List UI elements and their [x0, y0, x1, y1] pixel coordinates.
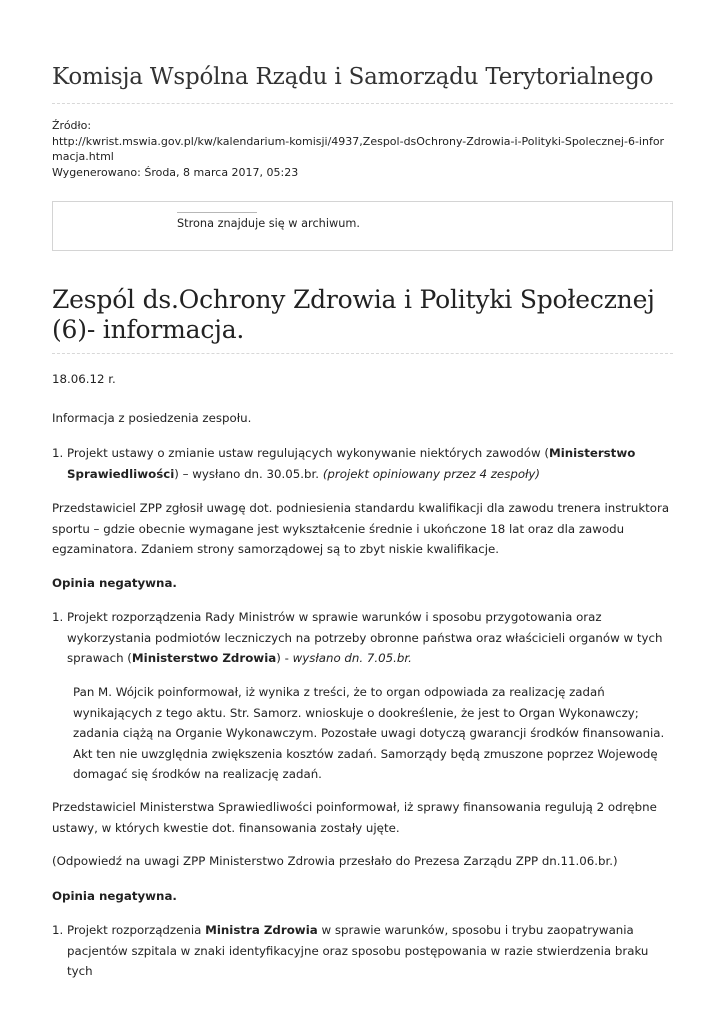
- list-item: [52, 920, 673, 982]
- list-item: [52, 443, 673, 484]
- opinion-label: Opinia negatywna.: [52, 889, 177, 903]
- item-text: Projekt rozporządzenia: [67, 923, 206, 937]
- document-title: Zespól ds.Ochrony Zdrowia i Polityki Społecznej (6)- informacja.: [52, 285, 655, 344]
- item-note: wysłano dn. 7.05.br.: [292, 651, 412, 665]
- list-number: 1.: [52, 923, 64, 937]
- archive-notice-rule: [177, 212, 257, 213]
- generated-date: Wygenerowano: Środa, 8 marca 2017, 05:23: [52, 165, 299, 179]
- paragraph: Przedstawiciel Ministerstwa Sprawiedliwości poinformował, iż sprawy finansowania regulują 2 odrębne ustawy, w których kwestie dot. finansowania zostały ujęte.: [52, 800, 657, 835]
- source-url[interactable]: http://kwrist.mswia.gov.pl/kw/kalendarium-komisji/4937,Zespol-dsOchrony-Zdrowia-i-Polityki-Spolecznej-6-informacja.html: [52, 134, 665, 163]
- item-text: Projekt rozporządzenia Rady Ministrów w sprawie warunków i sposobu przygotowania oraz wykorzystania podmiotów leczniczych na potrzeby obronne państwa oraz właścicieli organów w tych sprawach (: [67, 610, 663, 665]
- item-ministry: Ministerstwo Zdrowia: [131, 651, 277, 665]
- list-item: [52, 607, 673, 669]
- paragraph: Przedstawiciel ZPP zgłosił uwagę dot. podniesienia standardu kwalifikacji dla zawodu trenera instruktora sportu – gdzie obecnie wymagane jest wykształcenie średnie i ukończone 18 lat oraz dla zawodu egzaminatora. Zdaniem strony samorządowej są to zbyt niskie kwalifikacje.: [52, 501, 670, 556]
- item-text: w sprawie warunków, sposobu i trybu zaopatrywania pacjentów szpitala w znaki identyfikacyjne oraz sposobu postępowania w razie stwierdzenia braku tych: [67, 923, 649, 978]
- document-title-divider: [52, 353, 673, 354]
- list-number: 1.: [52, 610, 64, 624]
- source-label: Źródło:: [52, 119, 92, 132]
- item-ministry: Ministerstwo Sprawiedliwości: [67, 446, 636, 481]
- source-info: [52, 118, 673, 180]
- meeting-date: 18.06.12 r.: [52, 372, 116, 386]
- item-note: (projekt opiniowany przez 4 zespoły): [322, 466, 541, 481]
- item-text: ) – wysłano dn. 30.05.br.: [174, 466, 323, 481]
- paragraph: (Odpowiedź na uwagi ZPP Ministerstwo Zdrowia przesłało do Prezesa Zarządu ZPP dn.11.06.br.): [52, 854, 618, 868]
- item-text: ) -: [276, 651, 293, 665]
- item-ministry: Ministra Zdrowia: [205, 923, 318, 937]
- site-title: Komisja Wspólna Rządu i Samorządu Terytorialnego: [52, 64, 654, 90]
- archive-notice-box: [52, 201, 673, 251]
- item-text: Projekt ustawy o zmianie ustaw regulujących wykonywanie niektórych zawodów (: [67, 446, 549, 460]
- archive-notice-text: Strona znajduje się w archiwum.: [177, 217, 360, 230]
- opinion-label: Opinia negatywna.: [52, 576, 177, 590]
- intro-paragraph: Informacja z posiedzenia zespołu.: [52, 411, 252, 425]
- indented-paragraph: Pan M. Wójcik poinformował, iż wynika z treści, że to organ odpowiada za realizację zadań wynikających z tego aktu. Str. Samorz. wnioskuje o dookreślenie, że jest to Organ Wykonawczy; zadania ciążą na Organie Wykonawczym. Pozostałe uwagi dotyczą gwarancji środków finansowania. Akt ten nie uwzględnia zwiększenia kosztów zadań. Samorządy będą zmuszone poprzez Wojewodę domagać się środków na realizację zadań.: [73, 685, 665, 781]
- list-number: 1.: [52, 446, 64, 460]
- title-divider: [52, 103, 673, 104]
